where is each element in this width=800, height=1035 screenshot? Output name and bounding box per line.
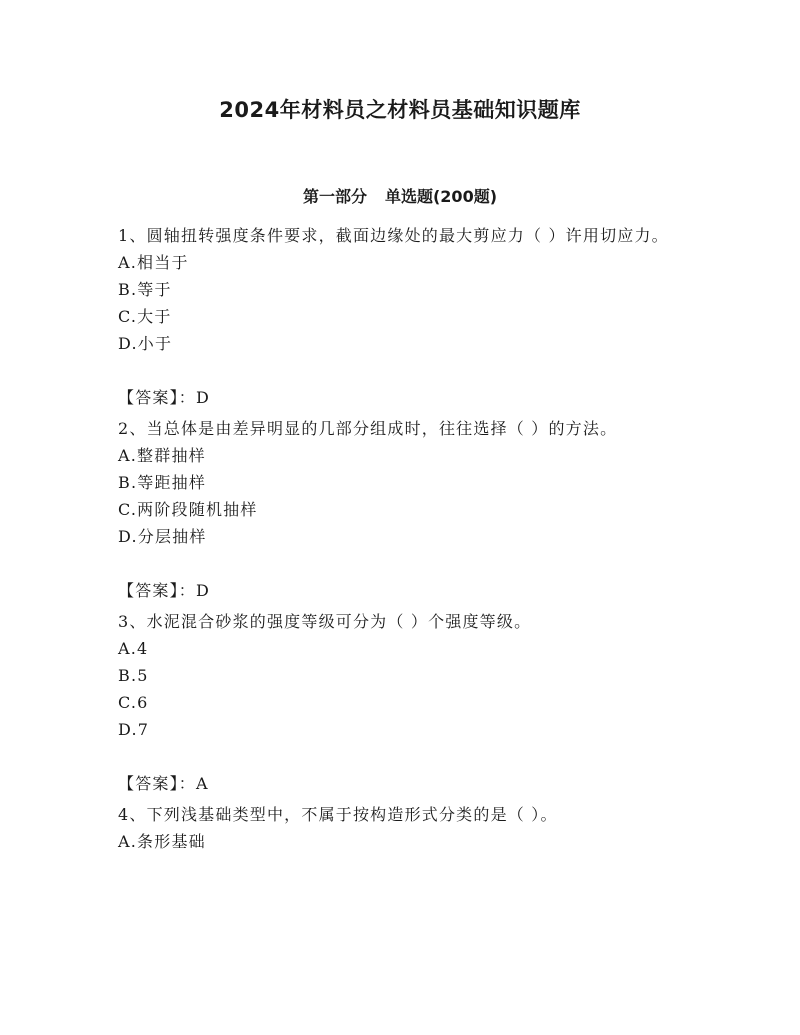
answer-line — [118, 577, 683, 604]
option-a: A.相当于 — [118, 253, 189, 272]
document-title: 2024年材料员之材料员基础知识题库 — [219, 98, 581, 122]
option-d: D.小于 — [118, 334, 173, 353]
answer-line — [118, 384, 683, 411]
question-list — [118, 222, 683, 855]
section-title — [0, 184, 800, 207]
question-block-2 — [118, 415, 683, 604]
answer-value: D — [196, 581, 211, 600]
answer-line — [118, 770, 683, 797]
question-text: 4、下列浅基础类型中，不属于按构造形式分类的是（ ）。 — [118, 805, 558, 824]
answer-value: A — [196, 774, 209, 793]
option-c: C.6 — [118, 693, 149, 712]
question-text: 2、当总体是由差异明显的几部分组成时，往往选择（ ）的方法。 — [118, 419, 618, 438]
section-name: 单选题(200题) — [384, 187, 498, 206]
answer-label: 【答案】： — [118, 581, 197, 600]
option-b: B.等于 — [118, 280, 172, 299]
option-b: B.等距抽样 — [118, 473, 207, 492]
option-c: C.两阶段随机抽样 — [118, 500, 258, 519]
option-d: D.分层抽样 — [118, 527, 207, 546]
option-a: A.4 — [118, 639, 149, 658]
option-a: A.整群抽样 — [118, 446, 206, 465]
section-part: 第一部分 — [302, 187, 367, 206]
question-text: 3、水泥混合砂浆的强度等级可分为（ ）个强度等级。 — [118, 612, 532, 631]
question-block-1 — [118, 222, 683, 411]
option-d: D.7 — [118, 720, 150, 739]
question-block-3 — [118, 608, 683, 797]
option-b: B.5 — [118, 666, 149, 685]
answer-label: 【答案】： — [118, 388, 197, 407]
question-block-4 — [118, 801, 683, 855]
option-c: C.大于 — [118, 307, 172, 326]
question-text: 1、圆轴扭转强度条件要求，截面边缘处的最大剪应力（ ）许用切应力。 — [118, 226, 669, 245]
option-a: A.条形基础 — [118, 832, 206, 851]
answer-label: 【答案】： — [118, 774, 197, 793]
answer-value: D — [196, 388, 211, 407]
